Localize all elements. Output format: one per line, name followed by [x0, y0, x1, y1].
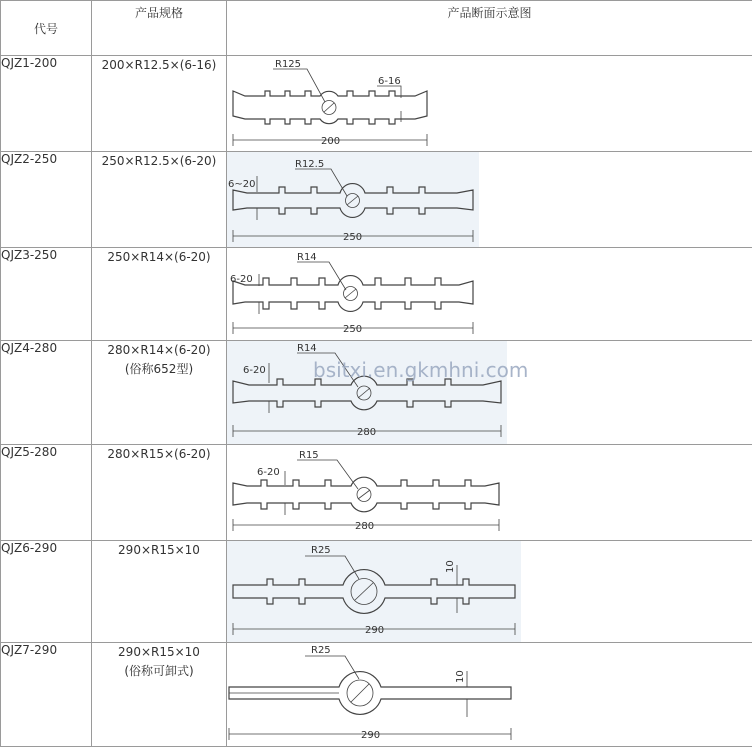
section-diagram [227, 56, 752, 152]
spec-line: 290×R15×10 [118, 543, 200, 557]
table-row [1, 643, 752, 747]
product-spec [92, 643, 227, 747]
radius-leader [297, 262, 346, 290]
table-row [1, 445, 752, 541]
spec-line: 290×R15×10 [118, 645, 200, 659]
radius-leader [273, 69, 325, 102]
radius-line [351, 684, 369, 702]
width-label: 250 [343, 324, 363, 335]
spec-nickname: (俗称652型) [124, 362, 194, 376]
product-spec [92, 341, 227, 445]
thickness-label: 6~20 [228, 179, 256, 190]
section-diagram [227, 341, 752, 445]
radius-line [324, 103, 334, 112]
radius-label: R25 [311, 545, 331, 556]
waterstop-diagram [227, 56, 752, 151]
product-spec [92, 56, 227, 152]
thickness-label: 6-16 [378, 76, 401, 87]
width-label: 280 [355, 521, 375, 532]
waterstop-diagram [227, 341, 752, 444]
width-label: 280 [357, 427, 377, 438]
radius-label: R14 [297, 252, 317, 263]
width-label: 290 [361, 730, 381, 741]
section-diagram [227, 643, 752, 747]
table-row [1, 152, 752, 248]
profile-outline [233, 276, 473, 312]
radius-label: R125 [275, 59, 302, 70]
section-diagram [227, 248, 752, 341]
spec-line: 250×R12.5×(6-20) [101, 154, 217, 168]
table-row [1, 541, 752, 643]
product-code: QJZ2-250 [1, 152, 92, 248]
product-code: QJZ4-280 [1, 341, 92, 445]
waterstop-diagram [227, 541, 752, 642]
width-label: 250 [343, 232, 363, 243]
thickness-label: 10 [445, 560, 456, 573]
radius-leader [305, 656, 359, 679]
header-code: 代号 [1, 1, 92, 56]
product-spec [92, 152, 227, 248]
radius-leader [297, 460, 358, 489]
radius-label: R15 [299, 450, 319, 461]
thickness-label: 10 [455, 670, 466, 683]
product-code: QJZ7-290 [1, 643, 92, 747]
spec-line: 280×R14×(6-20) [107, 343, 211, 357]
section-diagram [227, 152, 752, 248]
radius-label: R14 [297, 343, 317, 354]
table-row [1, 341, 752, 445]
profile-outline [233, 477, 499, 512]
table-row [1, 56, 752, 152]
width-label: 290 [365, 625, 385, 636]
product-code: QJZ5-280 [1, 445, 92, 541]
product-code: QJZ6-290 [1, 541, 92, 643]
spec-line: 250×R14×(6-20) [107, 250, 211, 264]
section-diagram [227, 541, 752, 643]
header-diagram: 产品断面示意图 [227, 1, 752, 56]
spec-line: 280×R15×(6-20) [107, 447, 211, 461]
radius-label: R25 [311, 645, 331, 656]
radius-label: R12.5 [295, 159, 325, 170]
header-spec: 产品规格 [92, 1, 227, 56]
waterstop-diagram [227, 445, 752, 540]
thickness-label: 6-20 [257, 467, 280, 478]
waterstop-diagram [227, 643, 752, 746]
product-spec [92, 541, 227, 643]
thickness-label: 6-20 [243, 365, 266, 376]
product-spec [92, 445, 227, 541]
product-code: QJZ3-250 [1, 248, 92, 341]
radius-line [345, 289, 356, 298]
spec-line: 200×R12.5×(6-16) [101, 58, 217, 72]
section-diagram [227, 445, 752, 541]
profile-outline [233, 91, 427, 124]
header-row [1, 1, 752, 56]
waterstop-diagram [227, 152, 752, 247]
thickness-label: 6-20 [230, 274, 253, 285]
waterstop-diagram [227, 248, 752, 340]
table-row [1, 248, 752, 341]
spec-nickname: (俗称可卸式) [124, 664, 194, 678]
product-code: QJZ1-200 [1, 56, 92, 152]
watermark: bsitxi.en.gkmhni.com [313, 358, 529, 382]
radius-line [358, 490, 370, 499]
product-spec [92, 248, 227, 341]
width-label: 200 [321, 136, 341, 147]
